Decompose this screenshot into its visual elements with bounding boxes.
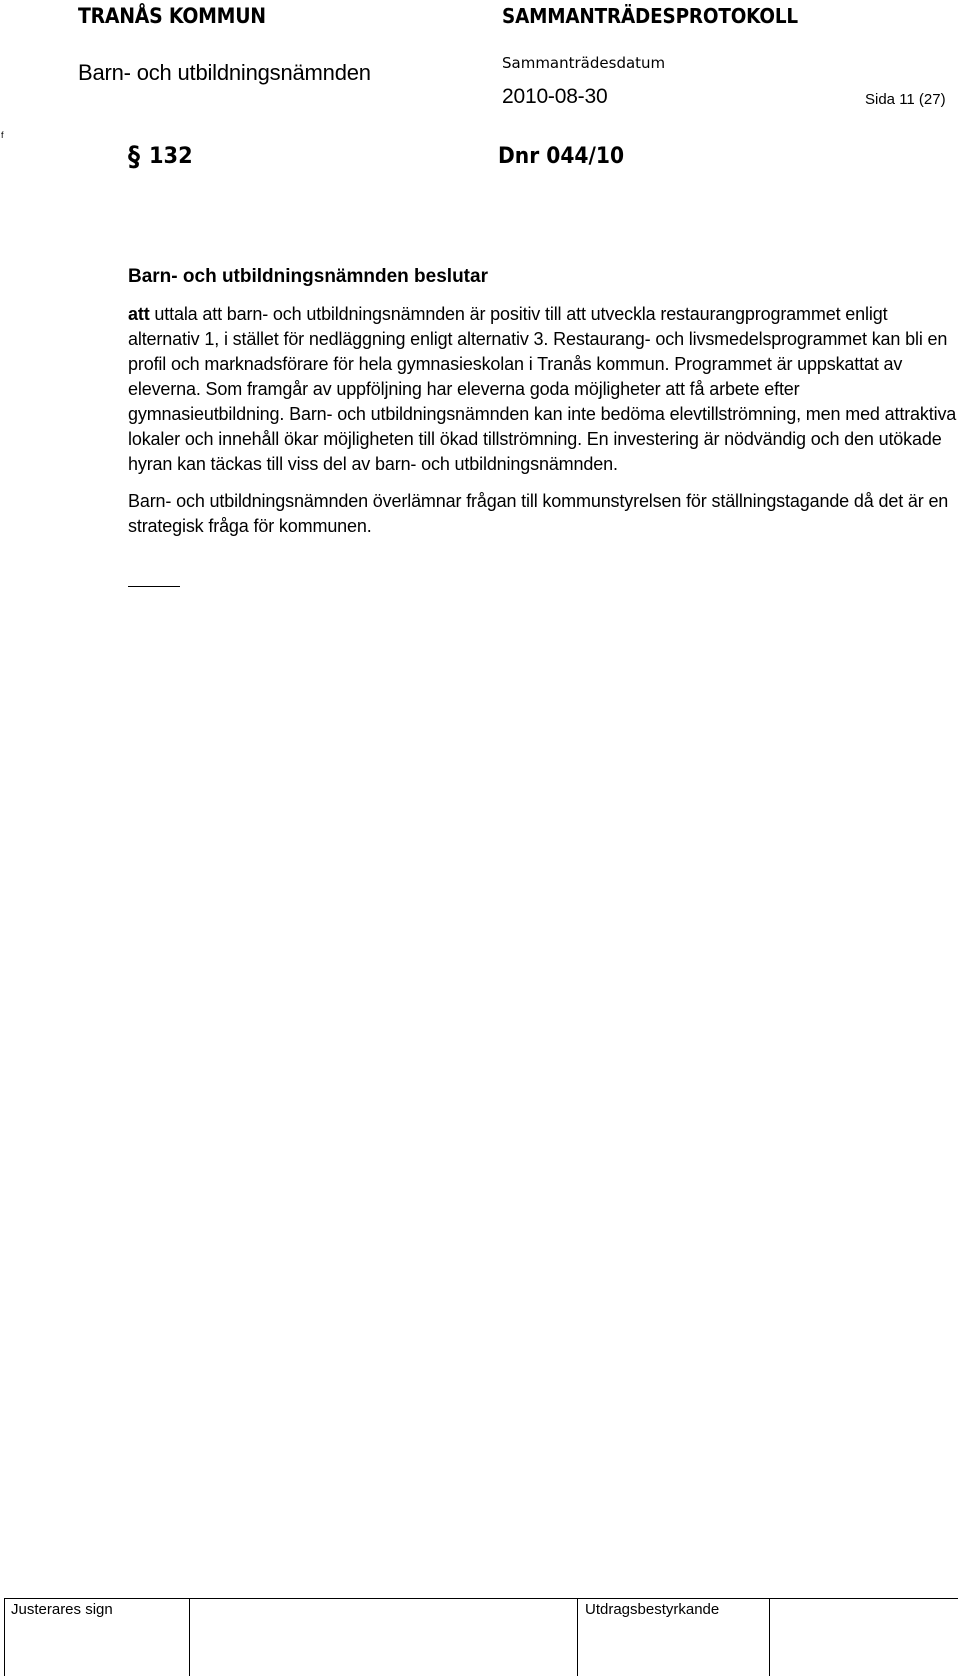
meeting-date: 2010-08-30	[502, 85, 608, 108]
signature-footer	[4, 1598, 958, 1676]
registration-number: Dnr 044/10	[498, 144, 625, 169]
paragraph-number: 132	[149, 144, 193, 169]
adjuster-sign-label: Justerares sign	[11, 1601, 113, 1618]
document-type: SAMMANTRÄDESPROTOKOLL	[502, 4, 798, 28]
paragraph-sign: §	[128, 140, 140, 173]
extract-certification-label: Utdragsbestyrkande	[585, 1601, 720, 1618]
decision-paragraph-1-text: uttala att barn- och utbildningsnämnden är positiv till att utveckla restaurangprogrammet enligt alternativ 1, i stället för nedläggning enligt alternativ 3. Restaurang- och livsmedelsprogrammet kan bli en profil och marknadsförare för hela gymnasieskolan i Tranås kommun. Programmet är uppskattat av eleverna. Som framgår av uppföljning har eleverna goda möjligheter att få arbete efter gymnasieutbildning. Barn- och utbildningsnämnden kan inte bedöma elevtillströmning, men med attraktiva lokaler och innehåll ökar möjligheten till ökad tillströmning. En investering är nödvändig och den utökade hyran kan täckas till viss del av barn- och utbildningsnämnden.	[128, 304, 957, 474]
stray-mark: f	[1, 130, 4, 140]
page-number: Sida 11 (27)	[865, 91, 946, 108]
committee-name: Barn- och utbildningsnämnden	[78, 60, 371, 85]
decision-body	[128, 302, 958, 539]
decision-paragraph-1	[128, 302, 958, 477]
organization-name: TRANÅS KOMMUN	[78, 4, 266, 28]
certification-box-empty	[771, 1599, 958, 1676]
decision-lead-word: att	[128, 304, 150, 324]
extract-certification-box	[579, 1599, 770, 1676]
decision-paragraph-2: Barn- och utbildningsnämnden överlämnar frågan till kommunstyrelsen för ställningstagande då det är en strategisk fråga för kommunen.	[128, 491, 949, 536]
decision-heading: Barn- och utbildningsnämnden beslutar	[128, 266, 488, 287]
adjuster-sign-box	[5, 1599, 190, 1676]
section-end-line	[128, 586, 180, 587]
meeting-date-label: Sammanträdesdatum	[502, 54, 666, 72]
signature-box-empty	[191, 1599, 578, 1676]
